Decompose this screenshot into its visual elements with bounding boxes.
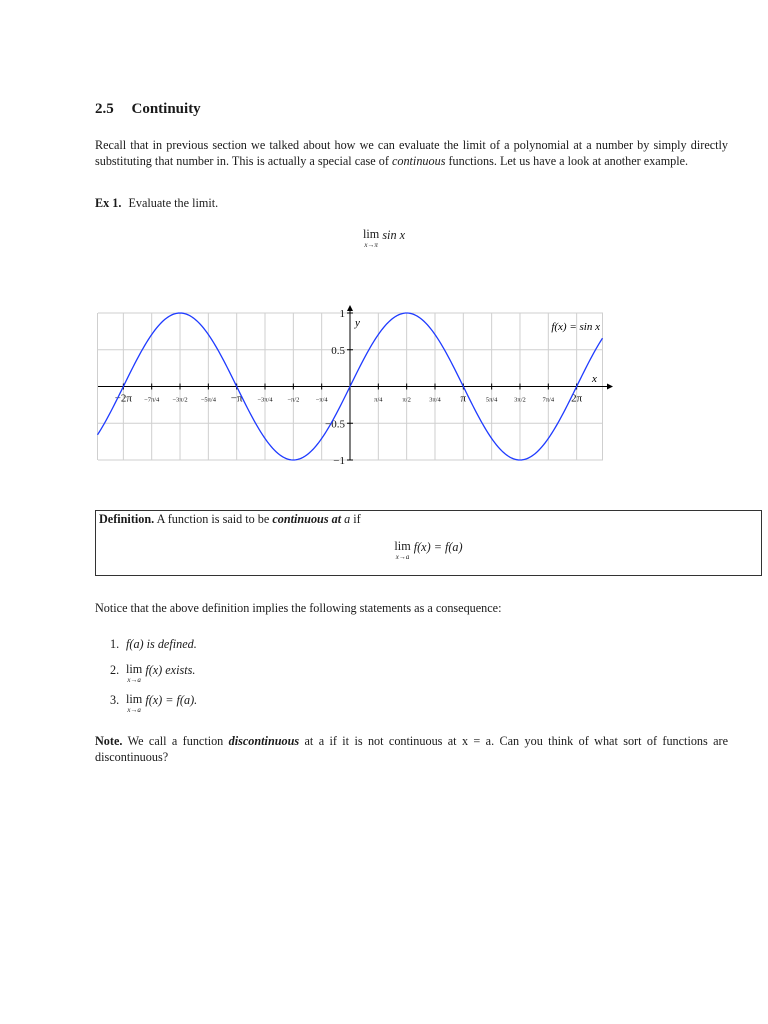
x-tick-label: 3π/4 — [429, 396, 441, 404]
chart-ticks — [115, 308, 583, 467]
list-number: 2. — [110, 663, 120, 677]
section-heading — [95, 101, 201, 118]
note-label: Note. — [95, 734, 123, 748]
definition-formula — [96, 540, 761, 561]
sine-chart — [0, 300, 768, 470]
definition-statement — [99, 512, 361, 527]
consequence-item-3 — [110, 693, 197, 714]
x-tick-label: −7π/4 — [144, 396, 160, 404]
note-paragraph — [95, 733, 728, 765]
definition-limit: lim x→a — [394, 539, 411, 561]
chart-legend: f(x) = sin x — [551, 321, 600, 333]
x-tick-label: 7π/4 — [542, 396, 555, 404]
note-term: discontinuous — [228, 734, 300, 748]
definition-text-after: if — [353, 512, 361, 526]
definition-expression: f(x) = f(a) — [413, 540, 463, 554]
notice-paragraph: Notice that the above definition implies the following statements as a consequence: — [95, 601, 502, 615]
x-axis-label: x — [592, 373, 597, 385]
definition-box — [95, 510, 762, 576]
section-number: 2.5 — [95, 101, 114, 117]
x-tick-label: −π — [230, 392, 243, 405]
note-text-after: at a if it is not continuous at x = a. Can you think of what sort of functions are discontinuous? — [95, 734, 729, 764]
y-tick-label: 1 — [339, 308, 345, 320]
x-tick-label: −3π/4 — [257, 396, 273, 404]
intro-text-before: Recall that in previous section we talked about how we can evaluate the limit of a polynomial at a number by simply directly substituting that number in. This is actually a special case of — [95, 138, 728, 168]
y-tick-label: −0.5 — [325, 418, 345, 431]
consequence-text: f(a) is defined. — [126, 637, 197, 651]
consequence-limit-subscript: x→a — [127, 706, 141, 714]
limit-subscript: x→π — [364, 241, 378, 249]
definition-text: A function is said to be — [156, 512, 270, 526]
consequence-text: f(x) = f(a). — [145, 693, 198, 707]
y-tick-label: −1 — [333, 455, 345, 467]
y-axis-arrow — [347, 305, 353, 311]
intro-paragraph — [95, 137, 728, 169]
x-tick-label: −2π — [114, 392, 132, 405]
consequence-item-1 — [110, 637, 197, 652]
x-tick-label: 3π/2 — [514, 396, 526, 404]
consequence-text: f(x) exists. — [145, 663, 196, 677]
consequence-limit: lim x→a — [126, 662, 143, 684]
example-limit — [0, 228, 768, 249]
limit-operator: lim x→π — [363, 227, 380, 249]
x-tick-label: 5π/4 — [485, 396, 498, 404]
x-tick-label: π/4 — [374, 396, 383, 404]
x-tick-label: −5π/4 — [200, 396, 216, 404]
y-axis-label: y — [355, 317, 360, 329]
consequence-limit: lim x→a — [126, 692, 143, 714]
definition-var: a — [344, 512, 351, 526]
section-title: Continuity — [131, 101, 201, 117]
x-tick-label: −π/2 — [287, 396, 300, 404]
definition-limit-subscript: x→a — [395, 553, 410, 561]
x-tick-label: π — [460, 392, 467, 405]
definition-term: continuous at — [272, 512, 342, 526]
x-axis-arrow — [607, 384, 613, 390]
list-number: 1. — [110, 637, 120, 651]
x-tick-label: 2π — [571, 392, 583, 405]
example-text: Evaluate the limit. — [128, 196, 219, 210]
consequence-limit-subscript: x→a — [127, 676, 141, 684]
consequence-item-2 — [110, 663, 195, 684]
x-tick-label: −3π/2 — [172, 396, 188, 404]
definition-label: Definition. — [99, 512, 155, 526]
x-tick-label: π/2 — [402, 396, 411, 404]
intro-text-after: functions. Let us have a look at another example. — [445, 154, 689, 168]
example-line — [95, 196, 218, 211]
x-tick-label: −π/4 — [315, 396, 328, 404]
intro-emphasis: continuous — [391, 154, 446, 168]
example-label: Ex 1. — [95, 196, 122, 210]
list-number: 3. — [110, 693, 120, 707]
limit-expression: sin x — [382, 228, 405, 242]
note-text-before: We call a function — [127, 734, 224, 748]
y-tick-label: 0.5 — [331, 344, 345, 357]
